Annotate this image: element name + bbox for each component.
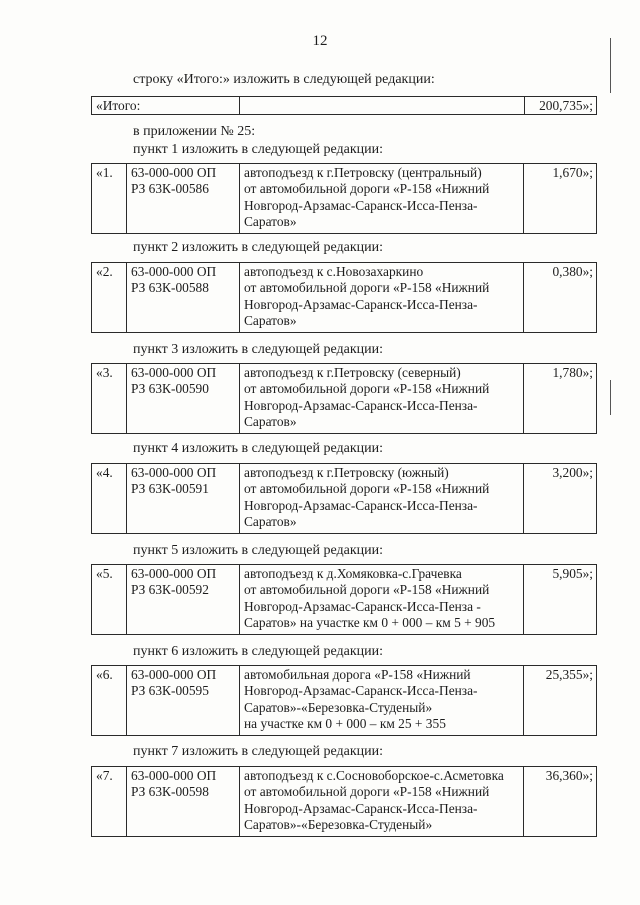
- road-description-line: Саратов»: [244, 413, 297, 429]
- road-code-cell: [127, 464, 240, 534]
- road-description-cell: [240, 364, 524, 434]
- road-code-line: РЗ 63К-00588: [131, 280, 209, 296]
- road-description-line: на участке км 0 + 000 – км 25 + 355: [244, 715, 446, 731]
- item-table: [91, 564, 597, 635]
- road-code-cell: [127, 565, 240, 635]
- road-code-cell: [127, 666, 240, 736]
- road-code-line: 63-000-000 ОП: [131, 768, 217, 783]
- road-code-line: РЗ 63К-00586: [131, 181, 209, 197]
- road-description-line: автоподъезд к г.Петровску (центральный): [244, 165, 482, 180]
- road-length-value: 1,780»;: [524, 364, 597, 434]
- road-description-line: Новгород-Арзамас-Саранск-Исса-Пенза-: [244, 296, 478, 312]
- road-length-value: 3,200»;: [524, 464, 597, 534]
- table-row: [92, 565, 597, 635]
- item-number: «2.: [92, 263, 127, 333]
- table-row: [92, 666, 597, 736]
- road-description-line: автомобильная дорога «Р-158 «Нижний: [244, 667, 471, 682]
- table-row: [92, 263, 597, 333]
- item-number: «1.: [92, 164, 127, 234]
- road-description-line: Новгород-Арзамас-Саранск-Исса-Пенза-: [244, 497, 478, 513]
- road-description-line: Новгород-Арзамас-Саранск-Исса-Пенза -: [244, 598, 481, 614]
- road-description-cell: [240, 164, 524, 234]
- road-code-line: РЗ 63К-00598: [131, 784, 209, 800]
- item-number: «6.: [92, 666, 127, 736]
- item-table: [91, 665, 597, 736]
- road-description-line: автоподъезд к с.Сосновоборское-с.Асметовка: [244, 768, 504, 783]
- total-value: 200,735»;: [525, 97, 597, 115]
- item-table: [91, 766, 597, 837]
- item-heading: пункт 2 изложить в следующей редакции:: [133, 240, 383, 255]
- table-row: [92, 364, 597, 434]
- item-heading: пункт 1 изложить в следующей редакции:: [133, 142, 383, 157]
- road-code-line: РЗ 63К-00595: [131, 683, 209, 699]
- road-length-value: 25,355»;: [524, 666, 597, 736]
- road-description-line: от автомобильной дороги «Р-158 «Нижний: [244, 181, 490, 197]
- item-heading: пункт 5 изложить в следующей редакции:: [133, 543, 383, 558]
- road-description-line: Саратов»-«Березовка-Студеный»: [244, 699, 433, 715]
- scan-mark: [610, 38, 611, 93]
- total-empty-cell: [240, 97, 525, 115]
- road-code-line: 63-000-000 ОП: [131, 264, 217, 279]
- road-description-line: Саратов»: [244, 312, 297, 328]
- road-length-value: 5,905»;: [524, 565, 597, 635]
- item-table: [91, 363, 597, 434]
- road-code-line: 63-000-000 ОП: [131, 465, 217, 480]
- road-description-line: Саратов» на участке км 0 + 000 – км 5 + 905: [244, 614, 496, 630]
- road-code-line: 63-000-000 ОП: [131, 667, 217, 682]
- item-number: «3.: [92, 364, 127, 434]
- road-description-line: от автомобильной дороги «Р-158 «Нижний: [244, 280, 490, 296]
- page-number: 12: [312, 33, 328, 49]
- item-table: [91, 262, 597, 333]
- table-row: [92, 767, 597, 837]
- road-description-line: автоподъезд к с.Новозахаркино: [244, 264, 424, 279]
- table-row: [92, 97, 597, 115]
- item-number: «7.: [92, 767, 127, 837]
- table-row: [92, 464, 597, 534]
- road-description-line: от автомобильной дороги «Р-158 «Нижний: [244, 481, 490, 497]
- road-length-value: 36,360»;: [524, 767, 597, 837]
- road-length-value: 0,380»;: [524, 263, 597, 333]
- item-heading: пункт 7 изложить в следующей редакции:: [133, 744, 383, 759]
- road-description-line: Новгород-Арзамас-Саранск-Исса-Пенза-: [244, 197, 478, 213]
- scan-mark: [610, 380, 611, 415]
- road-length-value: 1,670»;: [524, 164, 597, 234]
- road-description-line: Саратов»-«Березовка-Студеный»: [244, 816, 433, 832]
- road-description-cell: [240, 767, 524, 837]
- item-number: «5.: [92, 565, 127, 635]
- road-description-line: Новгород-Арзамас-Саранск-Исса-Пенза-: [244, 397, 478, 413]
- road-description-line: Новгород-Арзамас-Саранск-Исса-Пенза-: [244, 800, 478, 816]
- road-description-line: Саратов»: [244, 213, 297, 229]
- item-heading: пункт 3 изложить в следующей редакции:: [133, 342, 383, 357]
- appendix-heading: в приложении № 25:: [133, 124, 256, 139]
- road-code-cell: [127, 767, 240, 837]
- total-table: [91, 96, 597, 115]
- road-code-cell: [127, 263, 240, 333]
- road-description-cell: [240, 565, 524, 635]
- road-description-cell: [240, 666, 524, 736]
- road-description-line: от автомобильной дороги «Р-158 «Нижний: [244, 784, 490, 800]
- item-heading: пункт 4 изложить в следующей редакции:: [133, 441, 383, 456]
- road-code-line: 63-000-000 ОП: [131, 566, 217, 581]
- road-description-cell: [240, 263, 524, 333]
- road-code-cell: [127, 164, 240, 234]
- item-table: [91, 163, 597, 234]
- road-code-line: РЗ 63К-00592: [131, 582, 209, 598]
- road-code-line: РЗ 63К-00590: [131, 381, 209, 397]
- road-code-line: 63-000-000 ОП: [131, 165, 217, 180]
- road-code-cell: [127, 364, 240, 434]
- table-row: [92, 164, 597, 234]
- item-number: «4.: [92, 464, 127, 534]
- road-description-cell: [240, 464, 524, 534]
- total-label: «Итого:: [92, 97, 240, 115]
- road-code-line: РЗ 63К-00591: [131, 481, 209, 497]
- road-code-line: 63-000-000 ОП: [131, 365, 217, 380]
- road-description-line: автоподъезд к г.Петровску (южный): [244, 465, 449, 480]
- road-description-line: автоподъезд к д.Хомяковка-с.Грачевка: [244, 566, 462, 581]
- road-description-line: Новгород-Арзамас-Саранск-Исса-Пенза-: [244, 683, 478, 699]
- road-description-line: от автомобильной дороги «Р-158 «Нижний: [244, 582, 490, 598]
- road-description-line: от автомобильной дороги «Р-158 «Нижний: [244, 381, 490, 397]
- item-table: [91, 463, 597, 534]
- road-description-line: автоподъезд к г.Петровску (северный): [244, 365, 461, 380]
- item-heading: пункт 6 изложить в следующей редакции:: [133, 644, 383, 659]
- road-description-line: Саратов»: [244, 513, 297, 529]
- intro-text: строку «Итого:» изложить в следующей редакции:: [133, 72, 435, 87]
